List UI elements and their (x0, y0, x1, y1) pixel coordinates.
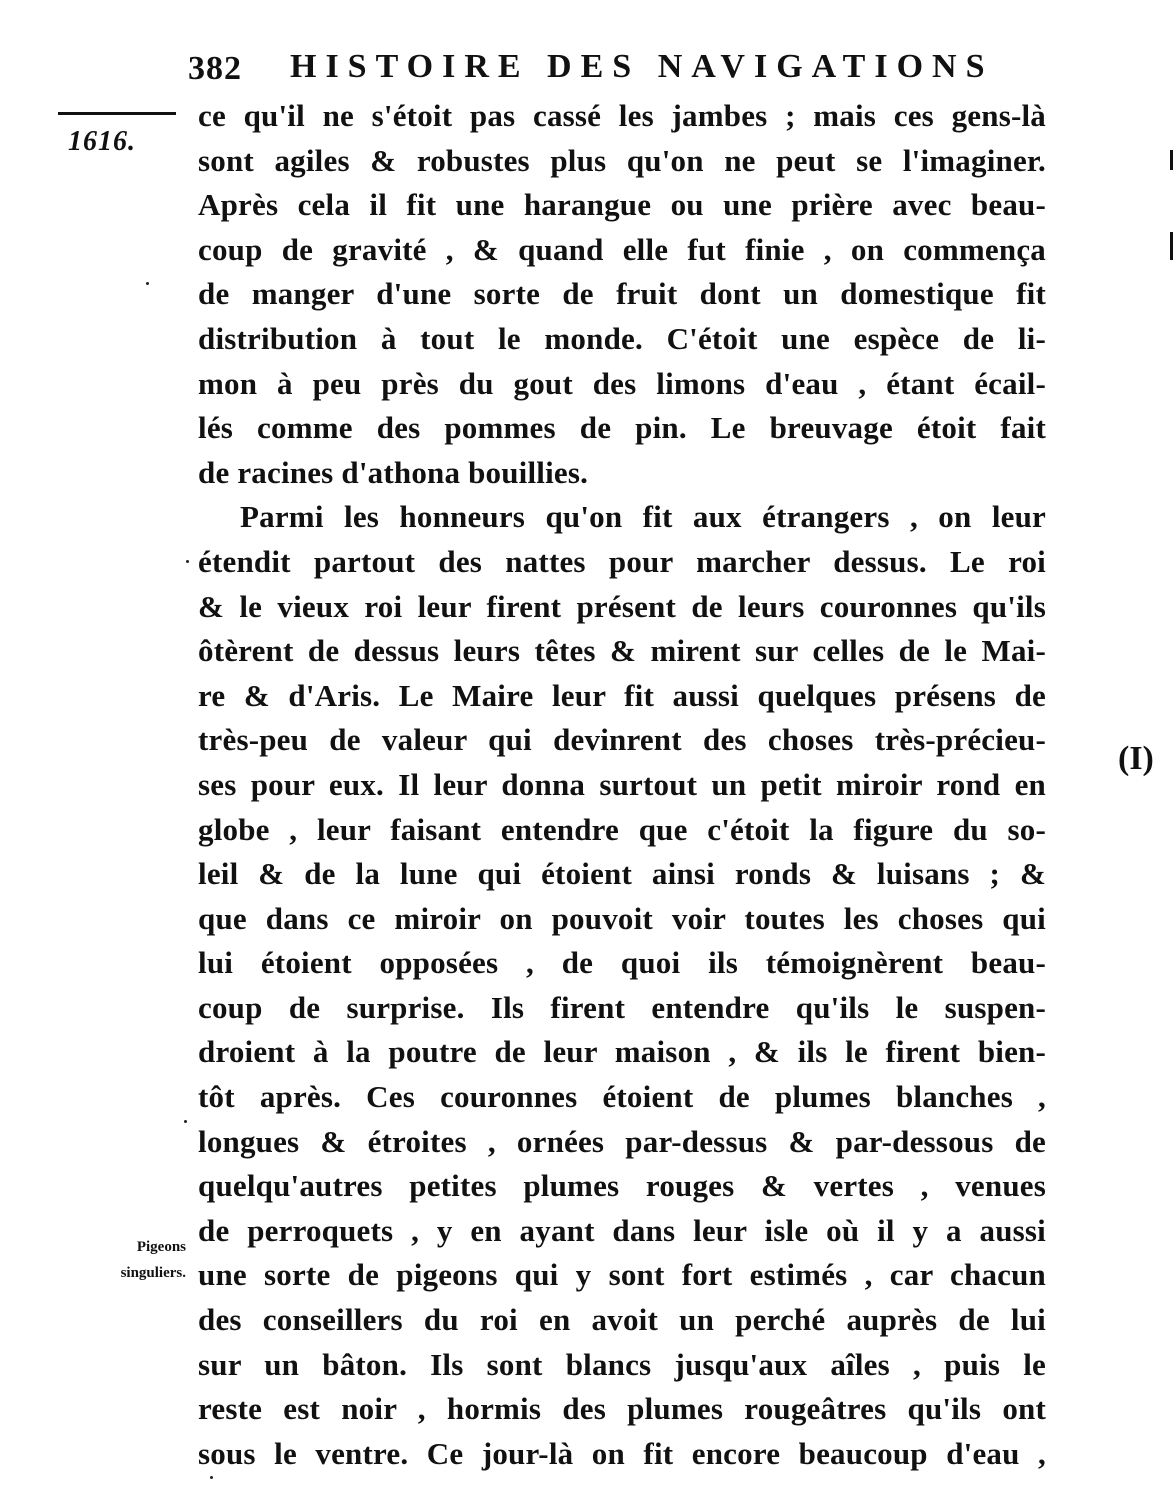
text-line: reste est noir , hormis des plumes rougeâtres qu'ils ont (198, 1391, 1046, 1427)
scan-speck (146, 282, 149, 285)
text-line: sous le ventre. Ce jour-là on fit encore beaucoup d'eau , (198, 1435, 1046, 1471)
text-line: coup de gravité , & quand elle fut finie , on commença (198, 231, 1046, 267)
text-line: longues & étroites , ornées par-dessus & par-dessous de (198, 1123, 1046, 1159)
text-line: quelqu'autres petites plumes rouges & vertes , venues (198, 1168, 1046, 1204)
text-line: sur un bâton. Ils sont blancs jusqu'aux aîles , puis le (198, 1346, 1046, 1382)
text-line: ce qu'il ne s'étoit pas cassé les jambes ; mais ces gens-là (198, 98, 1046, 133)
text-line: leil & de la lune qui étoient ainsi ronds & luisans ; & (198, 856, 1046, 892)
text-line: & le vieux roi leur firent présent de leurs couronnes qu'ils (198, 588, 1046, 624)
text-line: distribution à tout le monde. C'étoit une espèce de li- (198, 320, 1046, 356)
text-line: re & d'Aris. Le Maire leur fit aussi quelques présens de (198, 677, 1046, 713)
margin-note-line: Pigeons (136, 1239, 186, 1255)
year-rule (58, 112, 176, 115)
margin-note (86, 1234, 186, 1286)
running-header (180, 44, 1060, 94)
side-mark: (I) (1118, 740, 1154, 777)
text-line: que dans ce miroir on pouvoit voir toutes les choses qui (198, 900, 1046, 936)
body-text (198, 94, 1046, 1476)
text-line: Après cela il fit une harangue ou une prière avec beau- (198, 187, 1046, 223)
edge-mark (1170, 232, 1173, 260)
text-line: tôt après. Ces couronnes étoient de plumes blanches , (198, 1079, 1046, 1115)
text-line: ôtèrent de dessus leurs têtes & mirent sur celles de le Mai- (198, 633, 1046, 669)
text-line: Parmi les honneurs qu'on fit aux étrangers , on leur (240, 499, 1046, 535)
text-line: sont agiles & robustes plus qu'on ne peut se l'imaginer. (198, 142, 1046, 178)
text-line: de racines d'athona bouillies. (198, 454, 589, 490)
text-line: des conseillers du roi en avoit un perché auprès de lui (198, 1302, 1046, 1338)
text-line: droient à la poutre de leur maison , & ils le firent bien- (198, 1034, 1046, 1070)
text-line: lés comme des pommes de pin. Le breuvage étoit fait (198, 410, 1046, 446)
text-line: lui étoient opposées , de quoi ils témoignèrent beau- (198, 945, 1046, 981)
scan-speck (184, 1120, 187, 1123)
text-line: mon à peu près du gout des limons d'eau , étant écail- (198, 365, 1046, 401)
text-line: très-peu de valeur qui devinrent des choses très-précieu- (198, 722, 1046, 758)
text-line: de manger d'une sorte de fruit dont un domestique fit (198, 276, 1046, 312)
page-number: 382 (188, 50, 242, 87)
text-line: de perroquets , y en ayant dans leur isle où il y a aussi (198, 1212, 1046, 1248)
text-line: coup de surprise. Ils firent entendre qu'ils le suspen- (198, 989, 1046, 1025)
edge-mark (1170, 150, 1173, 170)
margin-note-line: singuliers. (120, 1265, 186, 1281)
text-line: ses pour eux. Il leur donna surtout un petit miroir rond en (198, 766, 1046, 802)
scan-speck (186, 560, 189, 563)
text-line: une sorte de pigeons qui y sont fort estimés , car chacun (198, 1257, 1046, 1293)
text-line: étendit partout des nattes pour marcher dessus. Le roi (198, 543, 1046, 579)
margin-year: 1616. (68, 126, 136, 157)
running-title: HISTOIRE DES NAVIGATIONS (290, 48, 994, 85)
scan-speck (210, 1476, 213, 1479)
text-line: globe , leur faisant entendre que c'étoit la figure du so- (198, 811, 1046, 847)
